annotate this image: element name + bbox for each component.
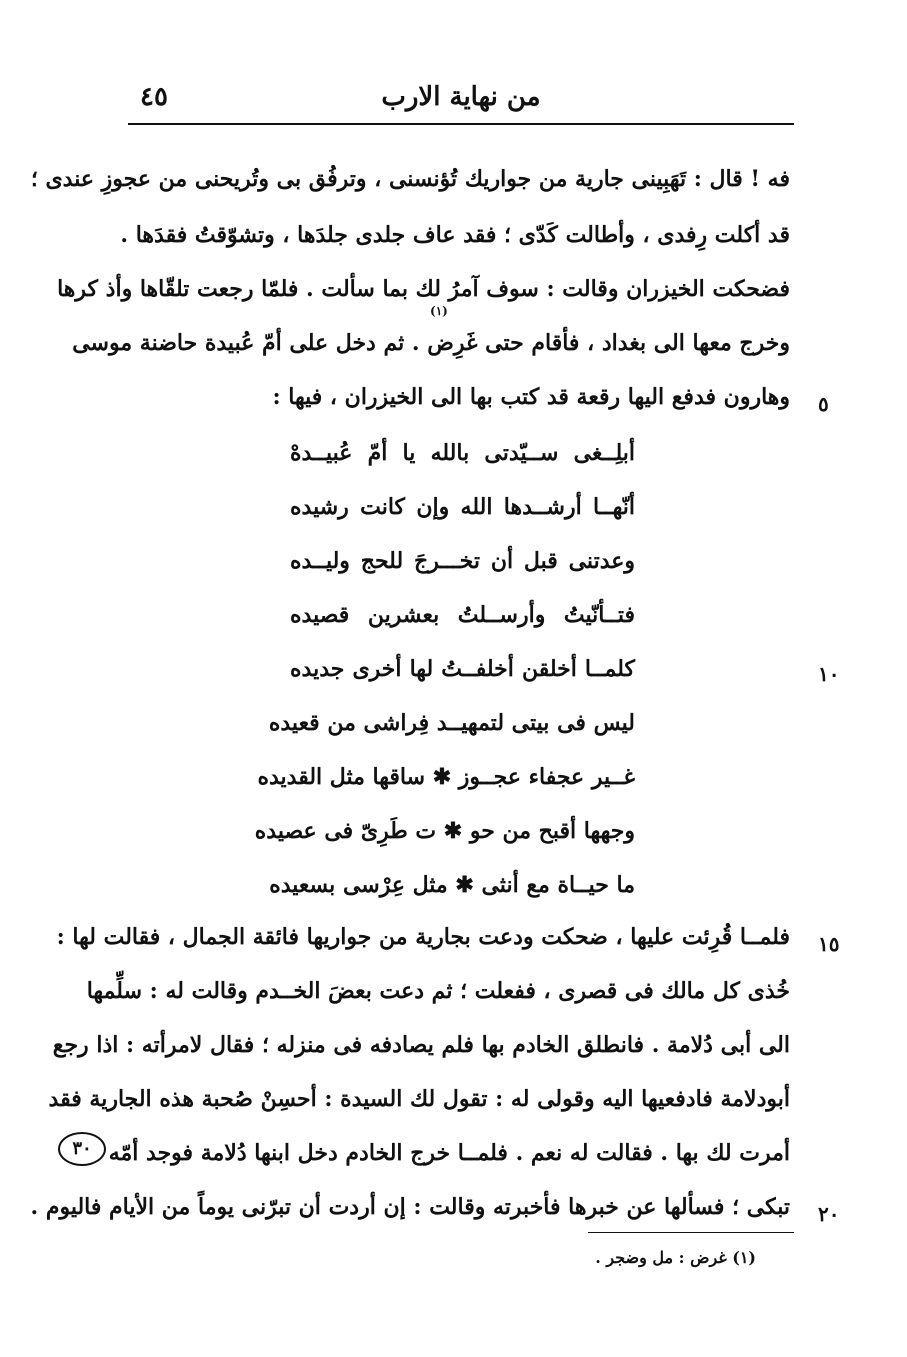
prose-line: أمرت لك بها . فقالت له نعم . فلمــا خرج الخادم دخل ابنها دُلامة فوجد أمّه <box>108 1140 790 1166</box>
verse-line: فتــأنّيتُ وأرســلتُ بعشرين قصيده <box>290 602 635 628</box>
running-title: من نهاية الارب <box>381 82 541 112</box>
prose-line: وهارون فدفع اليها رقعة قد كتب بها الى الخيزران ، فيها : <box>272 384 790 410</box>
footnote-reference: (١) <box>430 304 448 318</box>
verse-line: وجهها أقبح من حو ✱ ت طَرِىّ فى عصيده <box>254 818 635 844</box>
prose-line: خُذى كل مالك فى قصرى ، ففعلت ؛ ثم دعت بعضَ الخــدم وقالت له : سلِّمها <box>86 978 790 1004</box>
header-rule <box>128 123 794 125</box>
verse-line: ما حيــاة مع أنثى ✱ مثل عِرْسى بسعيده <box>269 872 635 898</box>
footnote-rule <box>588 1232 794 1233</box>
footnote: (١) غرض : مل وضجر . <box>595 1248 756 1267</box>
line-number: ١٠ <box>818 662 840 686</box>
line-number: ٥ <box>818 392 829 416</box>
verse-line: أنّهــا أرشــدها الله وإن كانت رشيده <box>290 494 635 520</box>
prose-line: قد أكلت رِفدى ، وأطالت كَدّى ؛ فقد عاف جلدى جلدَها ، وتشوّقتُ فقدَها . <box>120 222 790 248</box>
line-number: ٢٠ <box>818 1202 840 1226</box>
verse-line: ليس فى بيتى لتمهيــد فِراشى من قعيده <box>268 710 635 736</box>
verse-line: كلمــا أخلقن أخلفــتُ لها أخرى جديده <box>290 656 635 682</box>
verse-line: غــير عجفاء عجــوز ✱ ساقها مثل القديده <box>257 764 635 790</box>
prose-line: فه ! قال : تَهَبِينى جارية من جواريك تُؤنسنى ، وترفُق بى وتُريحنى من عجوزِ عندى ؛ <box>30 166 790 192</box>
prose-line: فلمــا قُرِئت عليها ، ضحكت ودعت بجارية من جواريها فائقة الجمال ، فقالت لها : <box>56 924 790 950</box>
prose-line: الى أبى دُلامة . فانطلق الخادم بها فلم يصادفه فى منزله ؛ فقال لامرأته : اذا رجع <box>52 1032 790 1058</box>
prose-line: تبكى ؛ فسألها عن خبرها فأخبرته وقالت : إن أردت أن تبرّنى يوماً من الأيام فاليوم . <box>30 1194 790 1220</box>
line-number: ١٥ <box>818 932 840 956</box>
prose-line: وخرج معها الى بغداد ، فأقام حتى غَرِض . ثم دخل على أمّ عُبيدة حاضنة موسى <box>72 330 790 356</box>
verse-line: أبلِــغى ســيّدتى بالله يا أمّ عُبيــدهْ <box>290 440 635 466</box>
prose-line: أبودلامة فادفعيها اليه وقولى له : تقول لك السيدة : أحسِنْ صُحبة هذه الجارية فقد <box>48 1086 790 1112</box>
verse-line: وعدتنى قبل أن تخـــرجَ للحج وليــده <box>290 548 635 574</box>
marginal-page-mark: ٣٠ <box>58 1132 106 1166</box>
prose-line: فضحكت الخيزران وقالت : سوف آمرُ لك بما سألت . فلمّا رجعت تلقّاها وأذ كرها <box>57 276 790 302</box>
page-header <box>128 82 794 122</box>
page-number: ٤٥ <box>140 82 168 112</box>
